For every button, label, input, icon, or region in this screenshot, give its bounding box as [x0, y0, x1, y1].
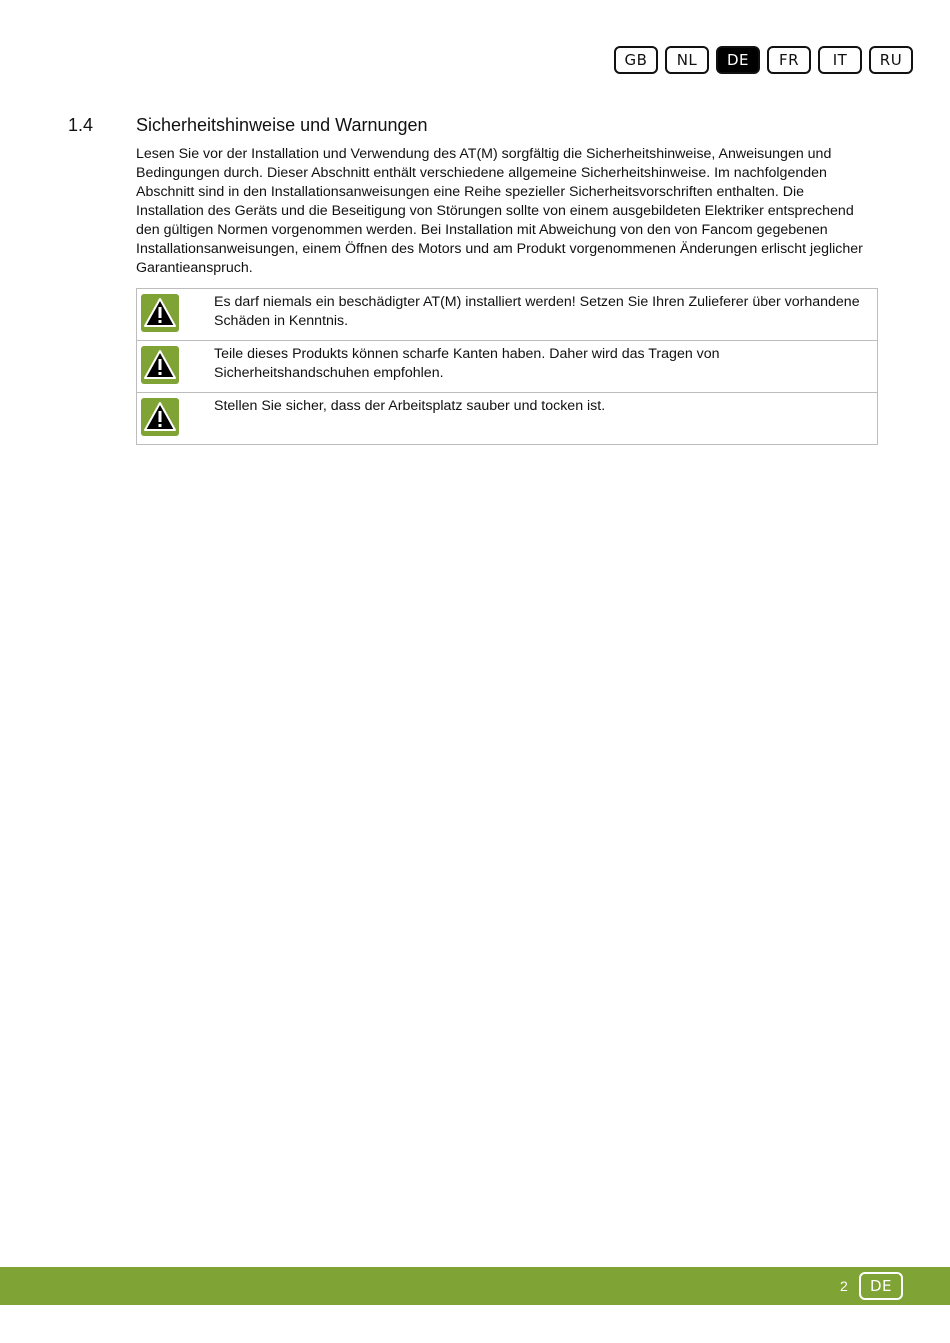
warning-text: Stellen Sie sicher, dass der Arbeitsplatz sauber und tocken ist. — [214, 398, 606, 414]
language-tab-nl[interactable]: NL — [665, 46, 709, 74]
warning-triangle-icon — [141, 398, 179, 436]
warning-row — [137, 392, 877, 444]
warnings-table — [136, 288, 878, 445]
language-tab-de[interactable]: DE — [716, 46, 760, 74]
warning-triangle-icon — [141, 346, 179, 384]
intro-paragraph: Lesen Sie vor der Installation und Verwendung des AT(M) sorgfältig die Sicherheitshinweise, Anweisungen und Bedingungen durch. Dieser Abschnitt enthält verschiedene allgemeine Sicherheitshinweise. Im nachfolgenden Abschnitt sind in den Installationsanweisungen eine Reihe spezieller Sicherheitsvorschriften enthalten. Die Installation des Geräts und die Beseitigung von Störungen sollte von einem ausgebildeten Elektriker entsprechend den gültigen Normen vorgenommen werden. Bei Installation mit Abweichung von den von Fancom gegebenen Installationsanweisungen, einem Öffnen des Motors und am Produkt vorgenommenen Änderungen erlischt jeglicher Garantieanspruch. — [136, 146, 863, 276]
warning-icon-cell — [137, 393, 214, 444]
section-title: Sicherheitshinweise und Warnungen — [136, 115, 428, 135]
footer-bar — [0, 1267, 950, 1305]
section-number: 1.4 — [68, 115, 94, 135]
language-tabs — [614, 46, 913, 74]
warning-icon-cell — [137, 289, 214, 340]
warning-triangle-icon — [141, 294, 179, 332]
language-tab-it[interactable]: IT — [818, 46, 862, 74]
language-tab-gb[interactable]: GB — [614, 46, 658, 74]
footer-language-badge: DE — [859, 1272, 903, 1300]
warning-text: Teile dieses Produkts können scharfe Kanten haben. Daher wird das Tragen von Sicherheitshandschuhen empfohlen. — [214, 346, 720, 381]
warning-row — [137, 340, 877, 392]
warning-icon-cell — [137, 341, 214, 392]
page-number: 2 — [840, 1278, 848, 1294]
language-tab-fr[interactable]: FR — [767, 46, 811, 74]
language-tab-ru[interactable]: RU — [869, 46, 913, 74]
warning-row — [137, 289, 877, 340]
warning-text: Es darf niemals ein beschädigter AT(M) installiert werden! Setzen Sie Ihren Zulieferer über vorhandene Schäden in Kenntnis. — [214, 294, 860, 329]
